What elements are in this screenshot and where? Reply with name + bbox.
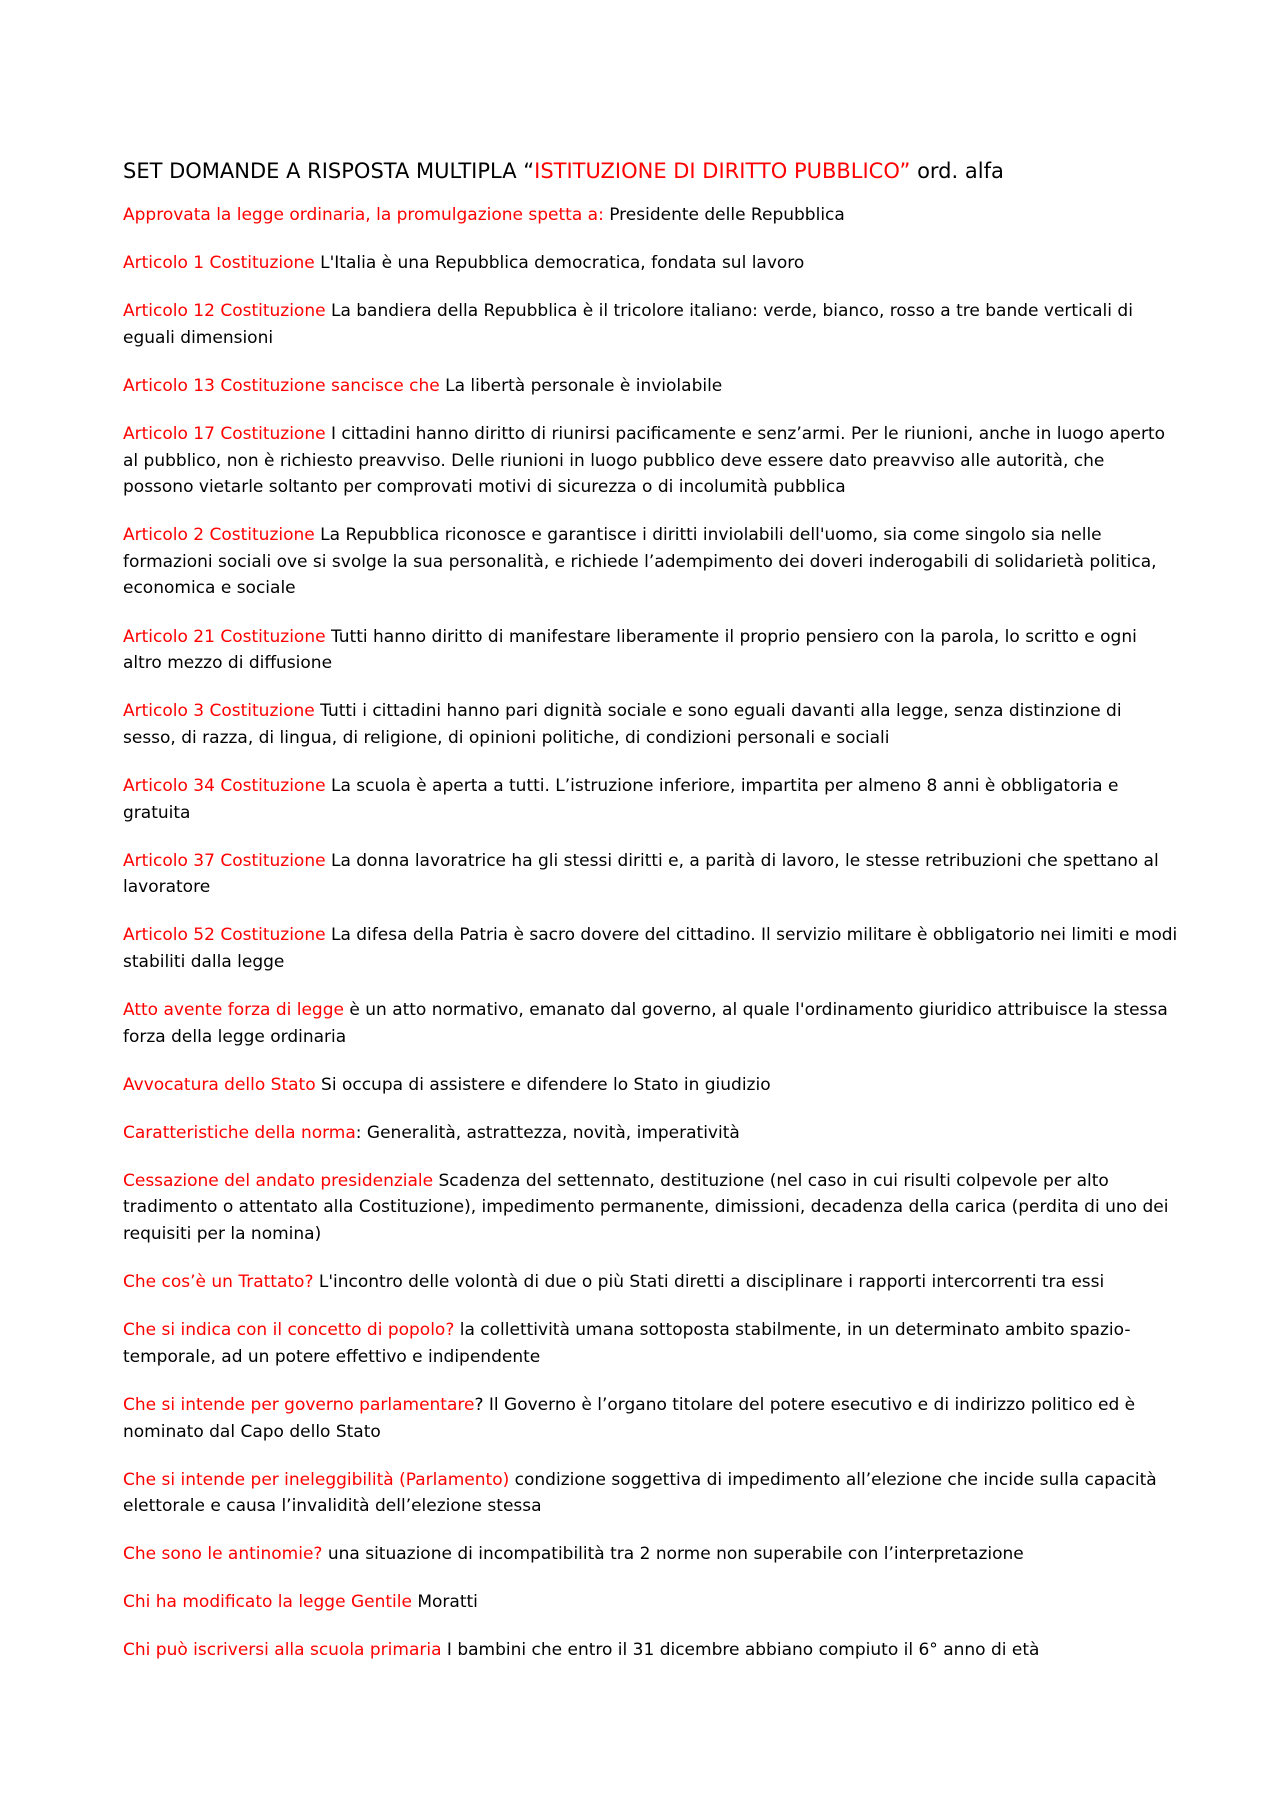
- qa-item: [123, 298, 1178, 351]
- answer-text: condizione soggettiva di impedimento all’elezione che incide sulla capacità elettorale e causa l’invalidità dell’elezione stessa: [123, 1469, 1157, 1517]
- answer-text: Tutti hanno diritto di manifestare liberamente il proprio pensiero con la parola, lo scritto e ogni altro mezzo di diffusione: [123, 626, 1137, 674]
- document-content: [123, 156, 1178, 1686]
- answer-text: : Generalità, astrattezza, novità, imperatività: [355, 1122, 740, 1143]
- qa-item: [123, 522, 1178, 602]
- qa-item: [123, 1072, 1178, 1099]
- answer-text: la collettività umana sottoposta stabilmente, in un determinato ambito spazio-temporale, ad un potere effettivo e indipendente: [123, 1320, 1131, 1367]
- question-text: Che si intende per governo parlamentare: [123, 1394, 475, 1415]
- question-text: Articolo 37 Costituzione: [123, 850, 326, 871]
- question-text: Articolo 13 Costituzione sancisce che: [123, 375, 440, 396]
- answer-text: L'incontro delle volontà di due o più Stati diretti a disciplinare i rapporti intercorrenti tra essi: [313, 1272, 1105, 1293]
- qa-item: [123, 1317, 1178, 1370]
- qa-item: [123, 1269, 1178, 1296]
- question-text: Che cos’è un Trattato?: [123, 1272, 314, 1293]
- question-text: Avvocatura dello Stato: [123, 1074, 316, 1095]
- qa-list: [123, 202, 1178, 1664]
- title-prefix: SET DOMANDE A RISPOSTA MULTIPLA “: [123, 159, 535, 183]
- qa-item: [123, 1120, 1178, 1147]
- qa-item: [123, 624, 1178, 677]
- question-text: Articolo 21 Costituzione: [123, 626, 326, 647]
- answer-text: L'Italia è una Repubblica democratica, fondata sul lavoro: [314, 253, 805, 274]
- answer-text: La scuola è aperta a tutti. L’istruzione inferiore, impartita per almeno 8 anni è obbligatoria e gratuita: [123, 775, 1119, 823]
- qa-item: [123, 1589, 1178, 1616]
- answer-text: Tutti i cittadini hanno pari dignità sociale e sono eguali davanti alla legge, senza distinzione di sesso, di razza, di lingua, di religione, di opinioni politiche, di condizioni personali e sociali: [123, 701, 1122, 748]
- qa-item: [123, 250, 1178, 277]
- qa-item: [123, 1392, 1178, 1445]
- document-title: [123, 156, 1178, 186]
- question-text: Chi ha modificato la legge Gentile: [123, 1592, 412, 1613]
- qa-item: [123, 202, 1178, 229]
- answer-text: Moratti: [411, 1592, 478, 1613]
- qa-item: [123, 698, 1178, 751]
- answer-text: La donna lavoratrice ha gli stessi diritti e, a parità di lavoro, le stesse retribuzioni che spettano al lavoratore: [123, 850, 1159, 898]
- qa-item: [123, 421, 1178, 501]
- qa-item: [123, 848, 1178, 901]
- question-text: Articolo 34 Costituzione: [123, 775, 326, 796]
- qa-item: [123, 1467, 1178, 1520]
- answer-text: è un atto normativo, emanato dal governo, al quale l'ordinamento giuridico attribuisce la stessa forza della legge ordinaria: [123, 999, 1168, 1047]
- answer-text: La Repubblica riconosce e garantisce i diritti inviolabili dell'uomo, sia come singolo sia nelle formazioni sociali ove si svolge la sua personalità, e richiede l’adempimento dei doveri inderogabili di solidarietà politica, economica e sociale: [123, 525, 1157, 599]
- title-suffix: ord. alfa: [910, 159, 1004, 183]
- question-text: Che si intende per ineleggibilità (Parlamento): [123, 1469, 510, 1490]
- qa-item: [123, 1541, 1178, 1568]
- question-text: Atto avente forza di legge: [123, 999, 344, 1020]
- question-text: Cessazione del andato presidenziale: [123, 1170, 434, 1191]
- answer-text: La difesa della Patria è sacro dovere del cittadino. Il servizio militare è obbligatorio nei limiti e modi stabiliti dalla legge: [123, 925, 1178, 972]
- qa-item: [123, 773, 1178, 826]
- question-text: Approvata la legge ordinaria, la promulgazione spetta a:: [123, 205, 604, 225]
- answer-text: ? Il Governo è l’organo titolare del potere esecutivo e di indirizzo politico ed è nominato dal Capo dello Stato: [123, 1394, 1136, 1442]
- question-text: Articolo 12 Costituzione: [123, 301, 326, 322]
- qa-item: [123, 1637, 1178, 1664]
- question-text: Articolo 1 Costituzione: [123, 253, 315, 274]
- question-text: Che sono le antinomie?: [123, 1544, 323, 1565]
- question-text: Articolo 3 Costituzione: [123, 701, 315, 722]
- question-text: Chi può iscriversi alla scuola primaria: [123, 1640, 442, 1661]
- question-text: Caratteristiche della norma: [123, 1122, 356, 1143]
- answer-text: Si occupa di assistere e difendere lo Stato in giudizio: [315, 1074, 771, 1095]
- answer-text: I bambini che entro il 31 dicembre abbiano compiuto il 6° anno di età: [441, 1640, 1040, 1661]
- question-text: Articolo 52 Costituzione: [123, 925, 326, 946]
- qa-item: [123, 997, 1178, 1050]
- qa-item: [123, 922, 1178, 975]
- qa-item: [123, 1168, 1178, 1248]
- qa-item: [123, 373, 1178, 400]
- question-text: Che si indica con il concetto di popolo?: [123, 1320, 455, 1341]
- answer-text: La bandiera della Repubblica è il tricolore italiano: verde, bianco, rosso a tre bande verticali di eguali dimensioni: [123, 301, 1133, 348]
- answer-text: La libertà personale è inviolabile: [439, 375, 723, 396]
- answer-text: I cittadini hanno diritto di riunirsi pacificamente e senz’armi. Per le riunioni, anche in luogo aperto al pubblico, non è richiesto preavviso. Delle riunioni in luogo pubblico deve essere dato preavviso alle autorità, che possono vietarle soltanto per comprovati motivi di sicurezza o di incolumità pubblica: [123, 423, 1166, 498]
- title-highlight: ISTITUZIONE DI DIRITTO PUBBLICO”: [534, 159, 911, 183]
- question-text: Articolo 2 Costituzione: [123, 525, 315, 546]
- answer-text: Presidente delle Repubblica: [603, 205, 845, 225]
- answer-text: Scadenza del settennato, destituzione (nel caso in cui risulti colpevole per alto tradimento o attentato alla Costituzione), impedimento permanente, dimissioni, decadenza della carica (perdita di uno dei requisiti per la nomina): [123, 1170, 1169, 1245]
- answer-text: una situazione di incompatibilità tra 2 norme non superabile con l’interpretazione: [322, 1544, 1024, 1565]
- question-text: Articolo 17 Costituzione: [123, 423, 326, 444]
